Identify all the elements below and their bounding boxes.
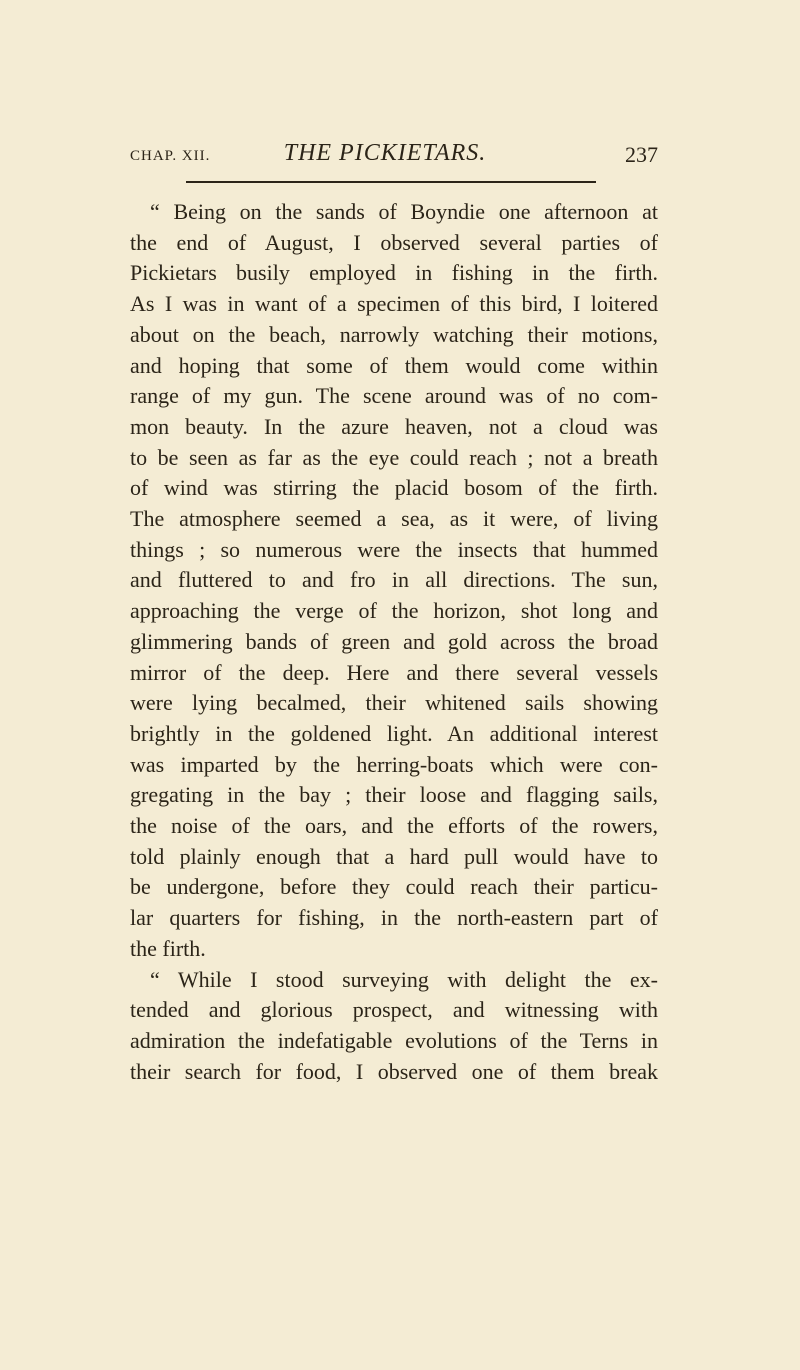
- text-line: and hoping that some of them would come within: [130, 352, 658, 378]
- text-line: things ; so numerous were the insects that hummed: [130, 536, 658, 562]
- text-line: Pickietars busily employed in fishing in the firth.: [130, 260, 658, 286]
- text-line: approaching the verge of the horizon, shot long and: [130, 598, 658, 624]
- text-line: “ Being on the sands of Boyndie one afternoon at: [150, 199, 658, 224]
- text-line: the end of August, I observed several parties of: [130, 229, 658, 255]
- text-line: was imparted by the herring-boats which were con-: [130, 751, 658, 777]
- header-rule: [186, 181, 596, 183]
- text-line: the firth.: [130, 935, 206, 961]
- text-line: lar quarters for fishing, in the north-eastern part of: [130, 905, 658, 931]
- text-line: brightly in the goldened light. An additional interest: [130, 720, 658, 746]
- text-line: to be seen as far as the eye could reach ; not a breath: [130, 444, 658, 470]
- text-line: the noise of the oars, and the efforts of the rowers,: [130, 813, 658, 839]
- text-line: were lying becalmed, their whitened sails showing: [130, 690, 658, 716]
- text-line: As I was in want of a specimen of this bird, I loitered: [130, 291, 658, 317]
- text-line: The atmosphere seemed a sea, as it were, of living: [130, 506, 658, 532]
- text-line: told plainly enough that a hard pull would have to: [130, 843, 658, 869]
- text-line: glimmering bands of green and gold across the broad: [130, 628, 658, 654]
- running-head: [130, 140, 658, 170]
- chapter-label: CHAP. XII.: [130, 148, 211, 164]
- text-line: tended and glorious prospect, and witnessing with: [130, 997, 658, 1023]
- text-line: mon beauty. In the azure heaven, not a cloud was: [130, 413, 658, 439]
- text-line: range of my gun. The scene around was of no com-: [130, 383, 658, 409]
- body-text: [130, 197, 658, 1087]
- text-line: gregating in the bay ; their loose and flagging sails,: [130, 782, 658, 808]
- text-line: their search for food, I observed one of them break: [130, 1058, 658, 1084]
- text-line: “ While I stood surveying with delight the ex-: [150, 966, 658, 992]
- text-line: of wind was stirring the placid bosom of the firth.: [130, 475, 658, 501]
- text-line: mirror of the deep. Here and there several vessels: [130, 659, 658, 685]
- text-line: and fluttered to and fro in all directions. The sun,: [130, 567, 658, 593]
- page-number: 237: [625, 142, 658, 167]
- text-line: about on the beach, narrowly watching their motions,: [130, 321, 658, 347]
- page-title: THE PICKIETARS.: [283, 140, 487, 166]
- text-line: admiration the indefatigable evolutions of the Terns in: [130, 1027, 658, 1053]
- text-line: be undergone, before they could reach their particu-: [130, 874, 658, 900]
